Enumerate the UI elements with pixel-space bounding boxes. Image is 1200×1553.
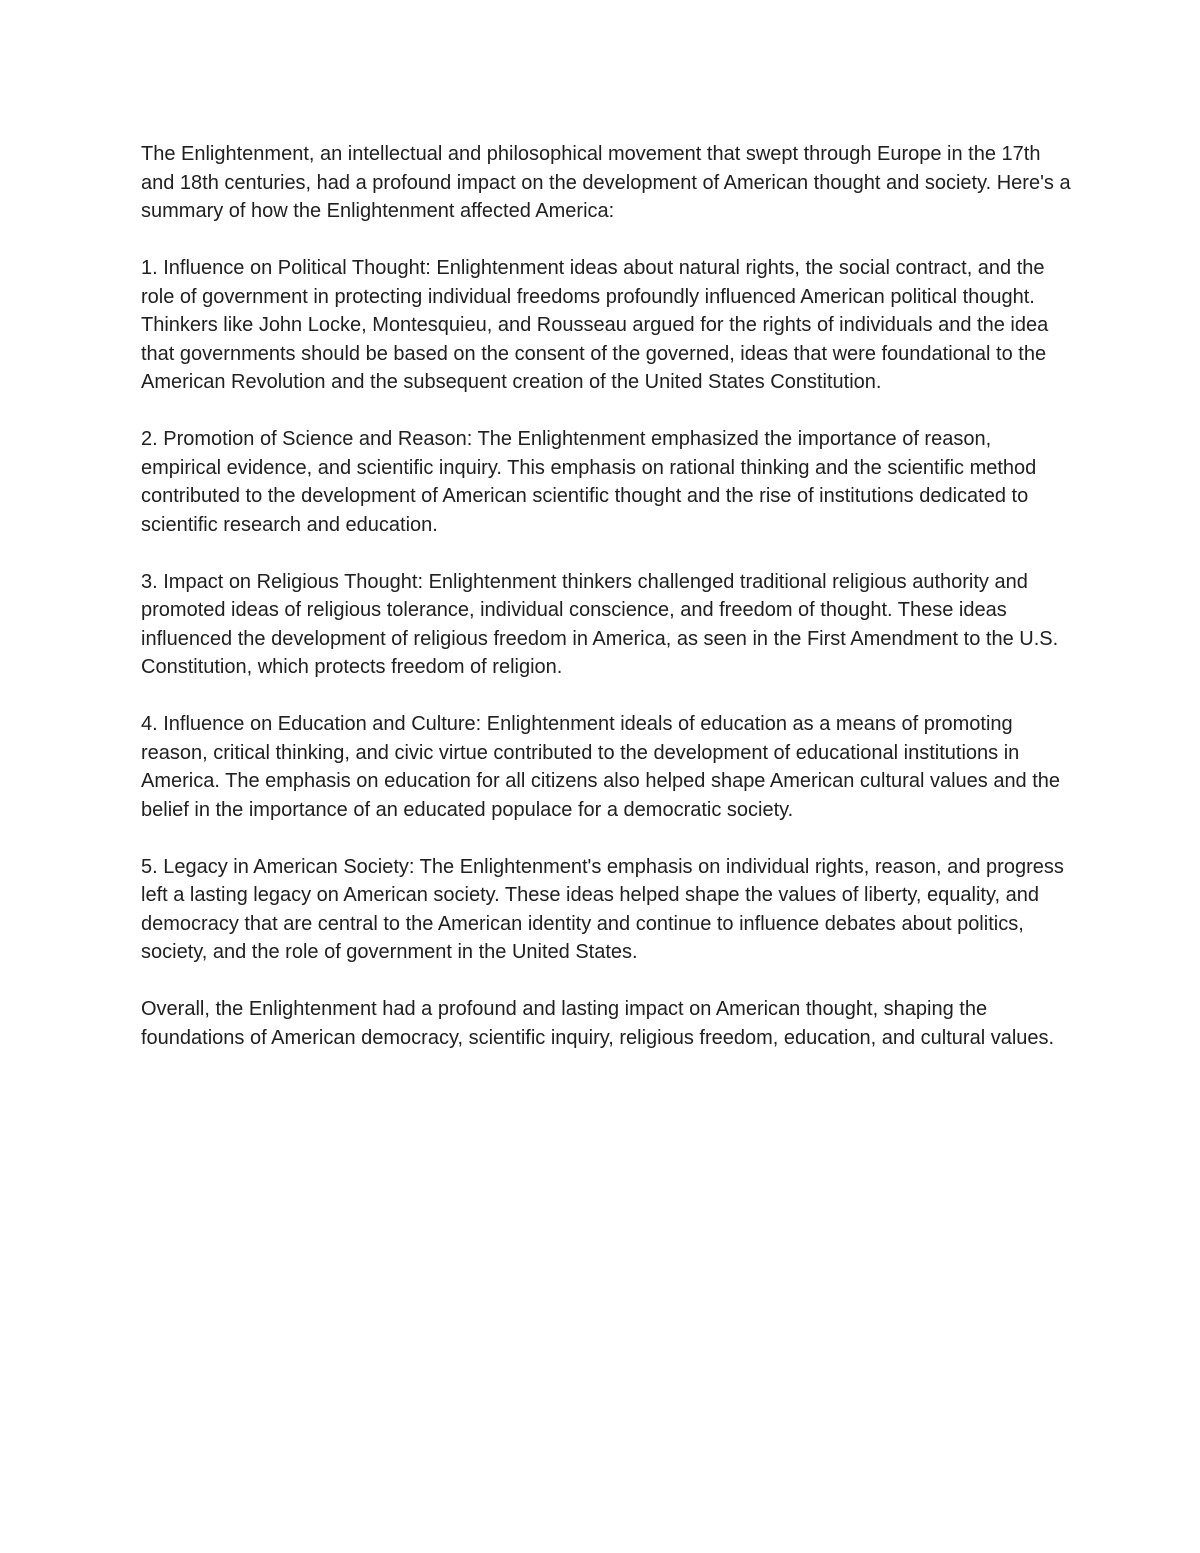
document-body — [141, 140, 1071, 1081]
paragraph-science-reason: 2. Promotion of Science and Reason: The Enlightenment emphasized the importance of reason, empirical evidence, and scientific inquiry. This emphasis on rational thinking and the scientific method contributed to the development of American scientific thought and the rise of institutions dedicated to scientific research and education. — [141, 428, 1037, 536]
intro-paragraph: The Enlightenment, an intellectual and philosophical movement that swept through Europe in the 17th and 18th centuries, had a profound impact on the development of American thought and society. Here's a summary of how the Enlightenment affected America: — [141, 143, 1071, 222]
paragraph-religious-thought: 3. Impact on Religious Thought: Enlightenment thinkers challenged traditional religious authority and promoted ideas of religious tolerance, individual conscience, and freedom of thought. These ideas influenced the development of religious freedom in America, as seen in the First Amendment to the U.S. Constitution, which protects freedom of religion. — [141, 570, 1059, 678]
conclusion-paragraph: Overall, the Enlightenment had a profound and lasting impact on American thought, shaping the foundations of American democracy, scientific inquiry, religious freedom, education, and cultural values. — [141, 998, 1055, 1049]
paragraph-legacy: 5. Legacy in American Society: The Enlightenment's emphasis on individual rights, reason, and progress left a lasting legacy on American society. These ideas helped shape the values of liberty, equality, and democracy that are central to the American identity and continue to influence debates about politics, society, and the role of government in the United States. — [141, 855, 1064, 963]
paragraph-education-culture: 4. Influence on Education and Culture: Enlightenment ideals of education as a means of promoting reason, critical thinking, and civic virtue contributed to the development of educational institutions in America. The emphasis on education for all citizens also helped shape American cultural values and the belief in the importance of an educated populace for a democratic society. — [141, 713, 1061, 821]
paragraph-political-thought: 1. Influence on Political Thought: Enlightenment ideas about natural rights, the social contract, and the role of government in protecting individual freedoms profoundly influenced American political thought. Thinkers like John Locke, Montesquieu, and Rousseau argued for the rights of individuals and the idea that governments should be based on the consent of the governed, ideas that were foundational to the American Revolution and the subsequent creation of the United States Constitution. — [141, 257, 1049, 393]
